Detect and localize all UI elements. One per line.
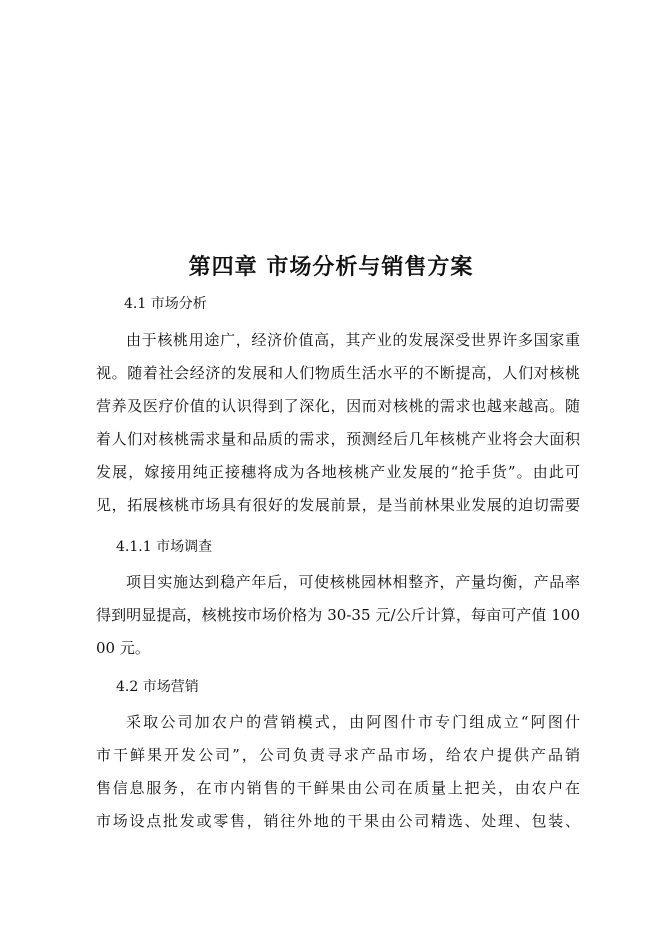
paragraph-line: 市干鲜果开发公司”，公司负责寻求产品市场，给农户提供产品销 (96, 746, 580, 764)
paragraph-marketing (96, 706, 580, 838)
paragraph-line: 见，拓展核桃市场具有很好的发展前景，是当前林果业发展的迫切需要 (96, 496, 580, 514)
section-heading-4-2: 4.2 市场营销 (116, 679, 199, 695)
paragraph-market-survey (96, 566, 580, 665)
chapter-title: 第四章 市场分析与销售方案 (188, 255, 474, 280)
paragraph-line: 售信息服务，在市内销售的干鲜果由公司在质量上把关，由农户在 (96, 779, 580, 797)
paragraph-line: 视。随着社会经济的发展和人们物质生活水平的不断提高，人们对核桃 (96, 364, 580, 382)
paragraph-line: 着人们对核桃需求量和品质的需求，预测经后几年核桃产业将会大面积 (96, 430, 580, 448)
paragraph-line: 营养及医疗价值的认识得到了深化，因而对核桃的需求也越来越高。随 (96, 397, 580, 415)
section-heading-4-1: 4.1 市场分析 (124, 296, 207, 312)
paragraph-line: 由于核桃用途广，经济价值高，其产业的发展深受世界许多国家重 (126, 331, 580, 349)
section-heading-4-1-1: 4.1.1 市场调查 (116, 539, 213, 555)
paragraph-line: 得到明显提高，核桃按市场价格为 30-35 元/公斤计算，每亩可产值 100 (96, 606, 580, 624)
paragraph-line: 采取公司加农户的营销模式，由阿图什市专门组成立“阿图什 (126, 713, 580, 731)
paragraph-market-analysis (96, 324, 580, 522)
paragraph-line: 00 元。 (96, 639, 150, 657)
paragraph-line: 市场设点批发或零售，销往外地的干果由公司精选、处理、包装、 (96, 812, 580, 830)
paragraph-line: 发展，嫁接用纯正接穗将成为各地核桃产业发展的“抢手货”。由此可 (96, 463, 580, 481)
paragraph-line: 项目实施达到稳产年后，可使核桃园林相整齐，产量均衡，产品率 (126, 573, 580, 591)
